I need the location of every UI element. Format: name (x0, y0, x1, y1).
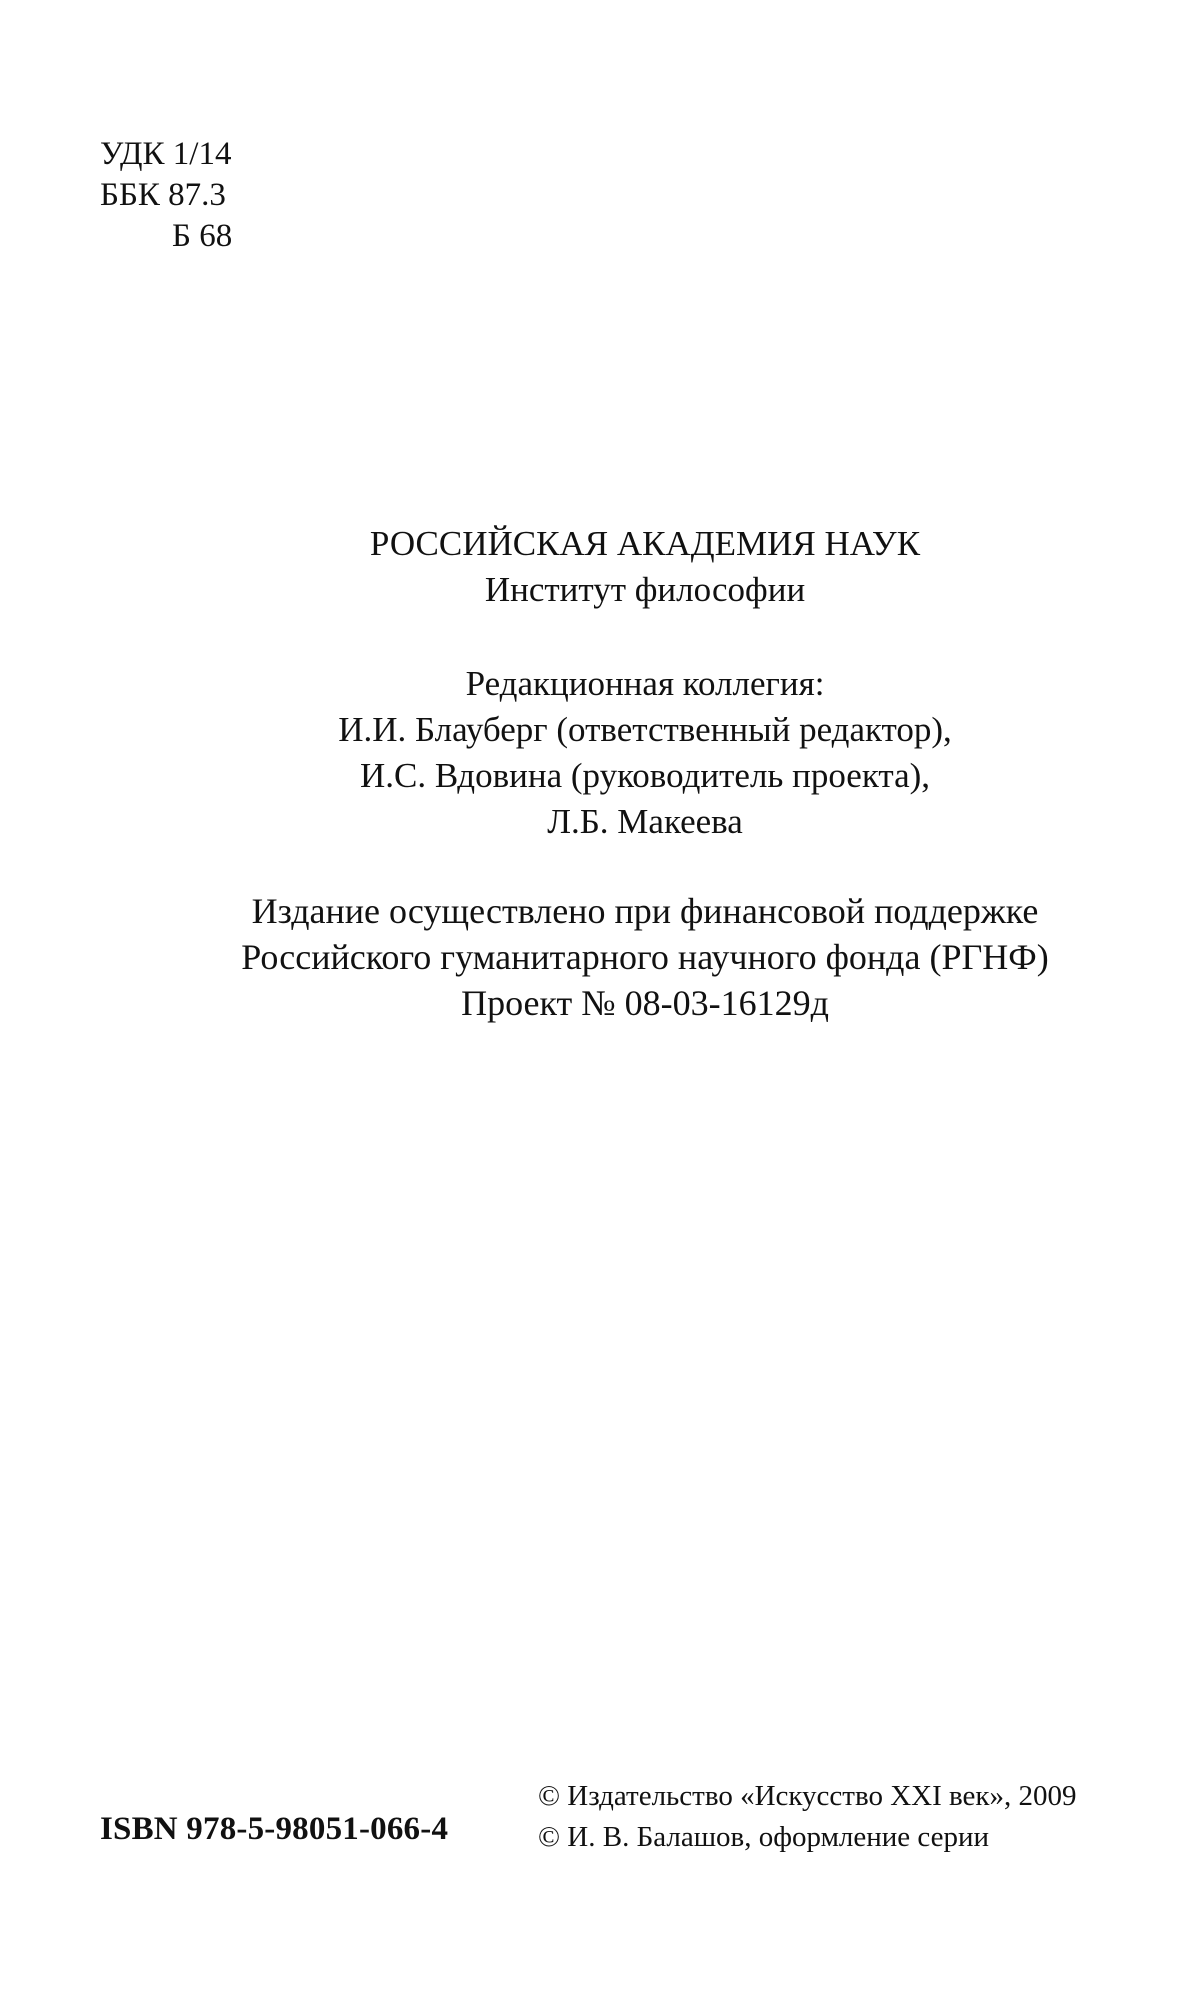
institute-name: Институт философии (484, 570, 806, 609)
author-mark: Б 68 (172, 218, 233, 254)
isbn-number: ISBN 978-5-98051-066-4 (100, 1811, 449, 1847)
udk-code: УДК 1/14 (100, 136, 232, 172)
copyright-block (538, 1776, 1077, 1858)
editorial-board-block (0, 661, 1200, 845)
copyright-publisher: © Издательство «Искусство XXI век», 2009 (538, 1780, 1077, 1812)
copyright-series-design: © И. В. Балашов, оформление серии (538, 1821, 990, 1853)
editorial-member: Л.Б. Макеева (547, 802, 743, 841)
editorial-heading: Редакционная коллегия: (465, 664, 825, 703)
editorial-member: И.С. Вдовина (руководитель проекта), (359, 756, 931, 795)
classification-block (100, 134, 232, 257)
bbk-code: ББК 87.3 (100, 177, 226, 213)
funding-line: Российского гуманитарного научного фонда (РГНФ) (241, 937, 1049, 977)
editorial-member: И.И. Блауберг (ответственный редактор), (338, 710, 952, 749)
funding-line: Издание осуществлено при финансовой поддержке (251, 891, 1039, 931)
funding-block (0, 888, 1200, 1026)
institution-block (0, 521, 1200, 613)
academy-name: РОССИЙСКАЯ АКАДЕМИЯ НАУК (369, 524, 921, 563)
project-number: Проект № 08-03-16129д (461, 983, 829, 1023)
